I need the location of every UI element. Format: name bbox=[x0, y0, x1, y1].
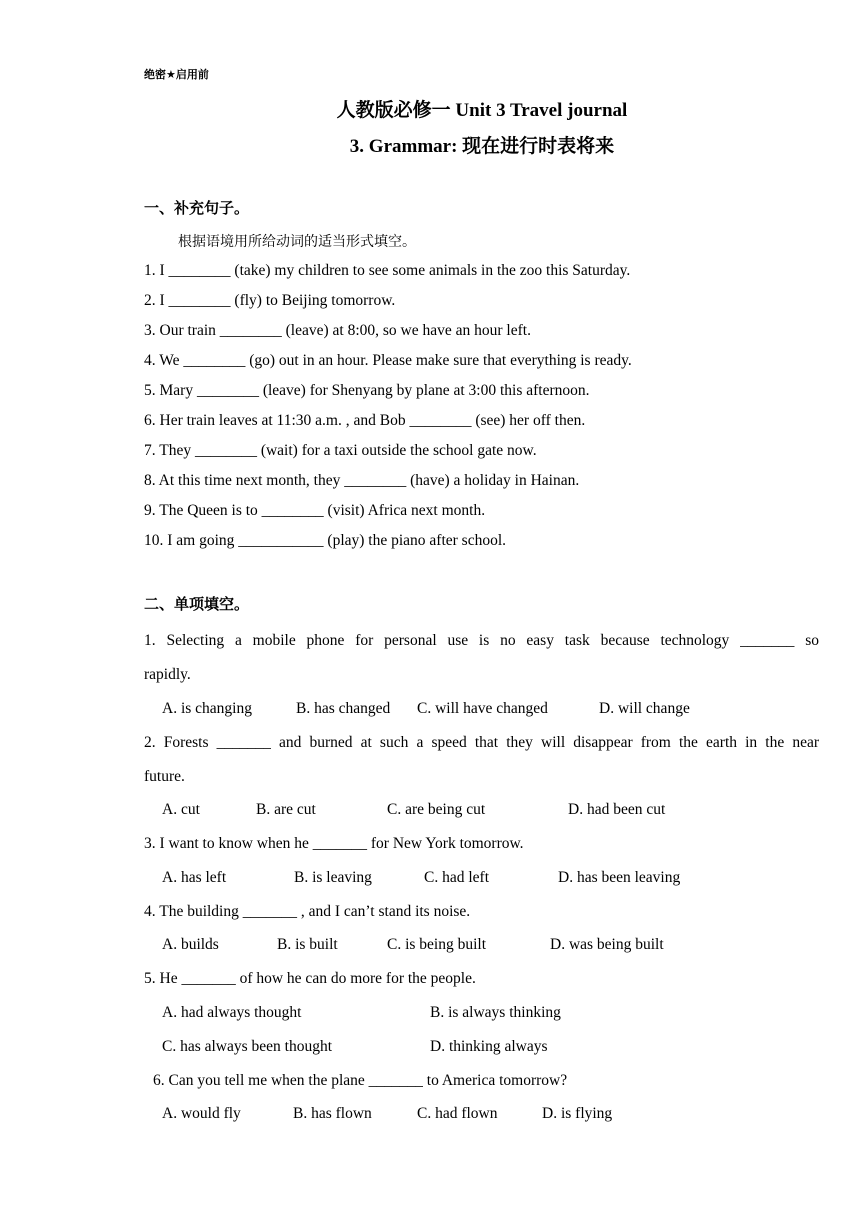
mc-option-4d: D. was being built bbox=[550, 936, 664, 953]
fill-item-1: 1. I ________ (take) my children to see some animals in the zoo this Saturday. bbox=[144, 262, 631, 279]
document-subtitle: 3. Grammar: 现在进行时表将来 bbox=[349, 136, 615, 157]
mc-question-2-line1: 2. Forests _______ and burned at such a speed that they will disappear from the earth in the near bbox=[144, 734, 819, 751]
mc-question-1-line2: rapidly. bbox=[144, 666, 191, 683]
fill-item-5: 5. Mary ________ (leave) for Shenyang by plane at 3:00 this afternoon. bbox=[144, 382, 590, 399]
fill-item-10: 10. I am going ___________ (play) the piano after school. bbox=[144, 532, 507, 549]
section2-heading: 二、单项填空。 bbox=[144, 595, 250, 613]
mc-option-2d: D. had been cut bbox=[568, 801, 666, 818]
fill-item-9: 9. The Queen is to ________ (visit) Africa next month. bbox=[144, 502, 486, 519]
mc-option-2b: B. are cut bbox=[256, 801, 316, 818]
mc-option-6a: A. would fly bbox=[162, 1105, 241, 1122]
mc-option-3c: C. had left bbox=[424, 869, 489, 886]
mc-option-6c: C. had flown bbox=[417, 1105, 498, 1122]
mc-question-4: 4. The building _______ , and I can’t stand its noise. bbox=[144, 903, 471, 920]
section1-heading: 一、补充句子。 bbox=[144, 199, 250, 217]
fill-item-3: 3. Our train ________ (leave) at 8:00, so we have an hour left. bbox=[144, 322, 531, 339]
mc-option-5d: D. thinking always bbox=[430, 1038, 548, 1055]
mc-question-3: 3. I want to know when he _______ for New York tomorrow. bbox=[144, 835, 524, 852]
mc-option-4a: A. builds bbox=[162, 936, 219, 953]
section1-instruction: 根据语境用所给动词的适当形式填空。 bbox=[178, 234, 416, 250]
fill-item-6: 6. Her train leaves at 11:30 a.m. , and Bob ________ (see) her off then. bbox=[144, 412, 586, 429]
mc-option-5c: C. has always been thought bbox=[162, 1038, 333, 1055]
mc-option-6d: D. is flying bbox=[542, 1105, 613, 1122]
mc-option-5b: B. is always thinking bbox=[430, 1004, 561, 1021]
mc-option-3b: B. is leaving bbox=[294, 869, 372, 886]
mc-option-2c: C. are being cut bbox=[387, 801, 486, 818]
mc-question-1-line1: 1. Selecting a mobile phone for personal use is no easy task because technology _______ so bbox=[144, 632, 819, 649]
secret-label: 绝密★启用前 bbox=[144, 68, 209, 81]
mc-question-6: 6. Can you tell me when the plane _______ to America tomorrow? bbox=[153, 1072, 568, 1089]
mc-option-5a: A. had always thought bbox=[162, 1004, 302, 1021]
fill-item-8: 8. At this time next month, they ________ (have) a holiday in Hainan. bbox=[144, 472, 580, 489]
mc-option-1b: B. has changed bbox=[296, 700, 391, 717]
mc-option-4c: C. is being built bbox=[387, 936, 487, 953]
mc-option-1d: D. will change bbox=[599, 700, 690, 717]
document-title: 人教版必修一 Unit 3 Travel journal bbox=[336, 100, 628, 121]
mc-option-2a: A. cut bbox=[162, 801, 200, 818]
fill-item-2: 2. I ________ (fly) to Beijing tomorrow. bbox=[144, 292, 396, 309]
mc-option-1a: A. is changing bbox=[162, 700, 252, 717]
mc-option-6b: B. has flown bbox=[293, 1105, 372, 1122]
fill-item-7: 7. They ________ (wait) for a taxi outside the school gate now. bbox=[144, 442, 537, 459]
mc-option-3a: A. has left bbox=[162, 869, 227, 886]
mc-question-2-line2: future. bbox=[144, 768, 185, 785]
mc-option-4b: B. is built bbox=[277, 936, 338, 953]
mc-option-3d: D. has been leaving bbox=[558, 869, 681, 886]
mc-option-1c: C. will have changed bbox=[417, 700, 548, 717]
fill-item-4: 4. We ________ (go) out in an hour. Please make sure that everything is ready. bbox=[144, 352, 632, 369]
mc-question-5: 5. He _______ of how he can do more for the people. bbox=[144, 970, 476, 987]
